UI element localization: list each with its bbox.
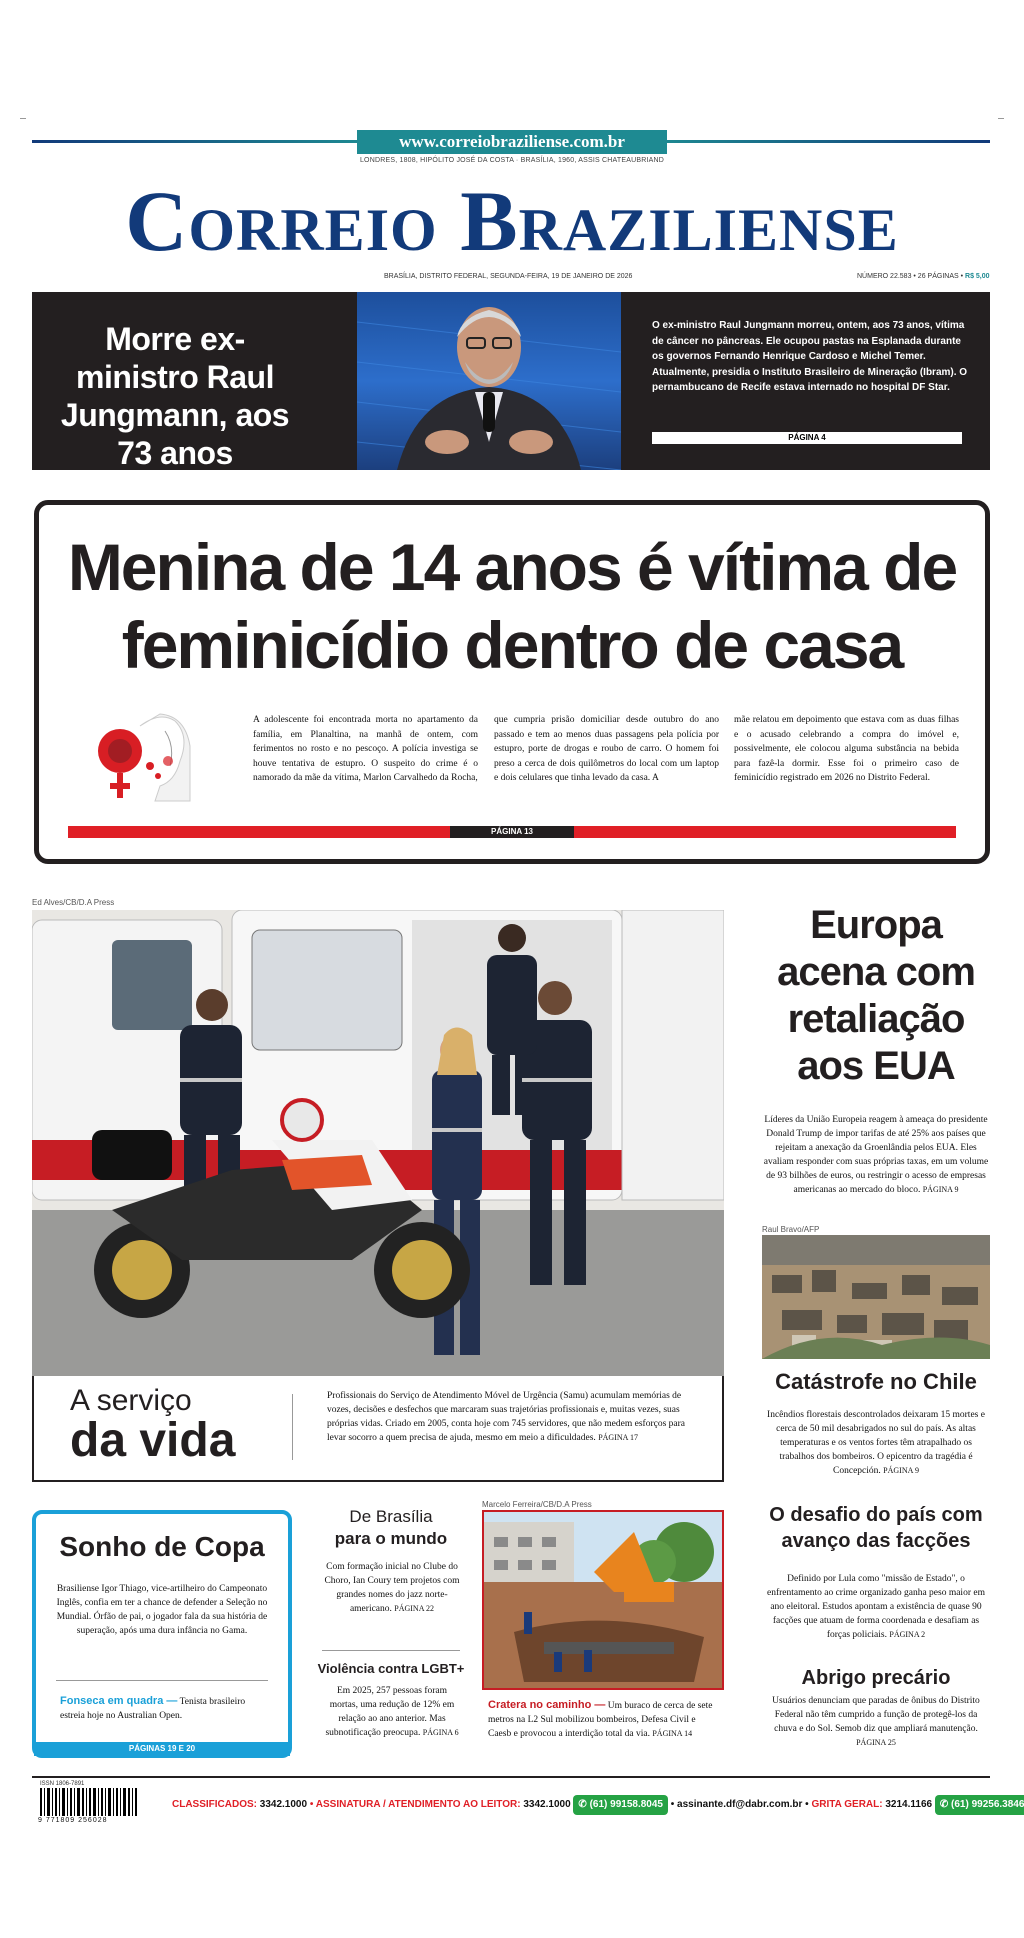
footer-rule <box>32 1776 990 1778</box>
mundo-kicker: De Brasília <box>349 1507 433 1526</box>
samu-photo <box>32 910 724 1376</box>
cratera-photo <box>482 1510 724 1690</box>
whatsapp-badge-2[interactable]: ✆ (61) 99256.3846 <box>935 1795 1024 1815</box>
whatsapp-badge-1[interactable]: ✆ (61) 99158.8045 <box>573 1795 668 1815</box>
copa-headline[interactable]: Sonho de Copa <box>59 1531 265 1562</box>
crop-mark <box>20 118 26 119</box>
masthead-founders: LONDRES, 1808, HIPÓLITO JOSÉ DA COSTA · BRASÍLIA, 1960, ASSIS CHATEAUBRIAND <box>359 157 665 164</box>
top-story-body: O ex-ministro Raul Jungmann morreu, ontem, aos 73 anos, vítima de câncer no pâncreas. Ele ocupou pastas na Esplanada durante os governos Fernando Henrique Cardoso e Michel Temer. Atualmente, presidia o Instituto Brasileiro de Mineração (Ibram). O pernambucano de Recife estava internado no hospital DF Star. <box>652 320 968 393</box>
europa-body: Líderes da União Europeia reagem à ameaça do presidente Donald Trump de impor tarifas de até 25% aos países que rejeitam a anexação da Groenlândia pelos EUA. Eles avaliam responder com suas próprias taxas, em um volume de 93 bilhões de euros, ou restringir o acesso de empresas americanas ao mercado do bloco. PÁGINA 9 <box>763 1115 989 1195</box>
feminicide-icon <box>80 706 196 802</box>
lead-body-col2: que cumpria prisão domiciliar desde outubro do ano passado e tem ao menos duas passagens pela polícia por estupro, porte de drogas e roubo de carro. O homem foi preso a cerca de dois quilômetros do local com um laptop e dois celulares que tinha levado da casa. A <box>494 715 719 783</box>
mundo-headline[interactable]: para o mundo <box>334 1529 448 1548</box>
dateline: BRASÍLIA, DISTRITO FEDERAL, SEGUNDA-FEIRA, 19 DE JANEIRO DE 2026 <box>384 273 633 280</box>
samu-title-line2[interactable]: da vida <box>70 1414 236 1467</box>
jungmann-photo <box>357 292 621 470</box>
edition-info: NÚMERO 22.583 • 26 PÁGINAS • R$ 5,00 <box>857 273 990 280</box>
lgbt-body: Em 2025, 257 pessoas foram mortas, uma redução de 12% em relação ao ano anterior. Mas subnotificação preocupa. PÁGINA 6 <box>325 1686 459 1738</box>
samu-body: Profissionais do Serviço de Atendimento Móvel de Urgência (Samu) acumulam memórias de vozes, decisões e desfechos que marcaram suas trajetórias profissionais e, muitas vezes, suas próprias vidas. Criado em 2005, conta hoje com 745 servidores, que não medem esforços para levar socorro a quem precisa de ajuda, mesmo em meio a dificuldades. PÁGINA 17 <box>327 1391 685 1443</box>
cratera-photo-credit: Marcelo Ferreira/CB/D.A Press <box>482 1500 592 1509</box>
cratera-illustration <box>484 1512 724 1690</box>
cratera-body: Cratera no caminho — Um buraco de cerca de sete metros na L2 Sul mobilizou bombeiros, Defesa Civil e Caesb e provocou a interdição total da via. PÁGINA 14 <box>488 1699 713 1739</box>
website-url[interactable]: www.correiobraziliense.com.br <box>357 130 667 154</box>
samu-team-illustration <box>32 910 724 1376</box>
barcode <box>38 1788 138 1816</box>
samu-divider <box>292 1394 293 1460</box>
copa-kicker: Fonseca em quadra — Tenista brasileiro estreia hoje no Australian Open. <box>60 1695 246 1721</box>
lgbt-headline[interactable]: Violência contra LGBT+ <box>317 1661 465 1676</box>
lead-body-col1: A adolescente foi encontrada morta no apartamento da família, em Planaltina, na manhã de ontem, com ferimentos no rosto e no pescoço. A polícia investiga se houve tentativa de estupro. O suspeito do crime é o namorado da mãe da vítima, Marlon Carvalhedo da Rocha, <box>253 715 478 783</box>
footer-contacts: CLASSIFICADOS: 3342.1000 • ASSINATURA / ATENDIMENTO AO LEITOR: 3342.1000 ✆ (61) 99158.8045 • assinante.df@dabr.com.br • GRITA GERAL: 3214.1166 ✆ (61) 99256.3846 <box>172 1795 992 1815</box>
newspaper-nameplate: Correio Braziliense <box>125 173 899 269</box>
copa-page-ref[interactable]: PÁGINAS 19 E 20 <box>34 1742 290 1756</box>
chile-fire-illustration <box>762 1235 990 1359</box>
abrigo-headline[interactable]: Abrigo precário <box>801 1667 951 1689</box>
lead-body-col3: mãe relatou em depoimento que estava com as duas filhas e o acusado celebrando a compra do imóvel e, possivelmente, ele colocou alguma substância na bebida para fazê-la dormir. Esse foi o primeiro caso de feminicídio registrado em 2026 no Distrito Federal. <box>734 715 959 783</box>
abrigo-body: Usuários denunciam que paradas de ônibus do Distrito Federal não têm cumprido a função de protegê-los da chuva e do Sol. Semob diz que ampliará manutenção. PÁGINA 25 <box>772 1696 980 1747</box>
top-story-page-ref[interactable]: PÁGINA 4 <box>652 432 962 444</box>
mundo-divider <box>322 1650 460 1651</box>
top-story-headline[interactable]: Morre ex-ministro Raul Jungmann, aos 73 anos <box>60 321 290 471</box>
chile-fire-photo <box>762 1235 990 1359</box>
assinatura-phone[interactable]: 3342.1000 <box>523 1799 571 1810</box>
grita-phone[interactable]: 3214.1166 <box>885 1799 933 1810</box>
jungmann-portrait-illustration <box>357 292 621 470</box>
lead-page-ref[interactable]: PÁGINA 13 <box>450 826 574 838</box>
copa-divider <box>56 1680 268 1681</box>
europa-headline[interactable]: Europa acena com retaliação aos EUA <box>777 903 975 1088</box>
samu-title-line1: A serviço <box>70 1384 192 1417</box>
chile-headline[interactable]: Catástrofe no Chile <box>775 1369 977 1394</box>
copa-body: Brasiliense Igor Thiago, vice-artilheiro do Campeonato Inglês, confia em ter a chance de defender a Seleção no Mundial. Órfão de pai, o jogador fala da sua história de superação, após uma dura infância no Gama. <box>56 1584 268 1636</box>
barcode-number: 9 771809 256028 <box>38 1817 108 1824</box>
samu-photo-credit: Ed Alves/CB/D.A Press <box>32 898 115 907</box>
faccoes-headline[interactable]: O desafio do país com avanço das facções <box>769 1504 983 1552</box>
chile-body: Incêndios florestais descontrolados deixaram 15 mortes e cerca de 50 mil desabrigados no sul do país. As altas temperaturas e os ventos fortes têm atrapalhado os trabalhos dos bombeiros. O epicentro da tragédia é Concepción. PÁGINA 9 <box>767 1410 985 1476</box>
chile-photo-credit: Raul Bravo/AFP <box>762 1225 820 1234</box>
classificados-phone[interactable]: 3342.1000 <box>259 1799 308 1810</box>
crop-mark <box>998 118 1004 119</box>
mundo-body: Com formação inicial no Clube do Choro, Ian Coury tem projetos com grandes nomes do jazz norte-americano. PÁGINA 22 <box>324 1562 460 1614</box>
issn: ISSN 1806-7891 <box>40 1781 85 1787</box>
assinante-email[interactable]: • assinante.df@dabr.com.br • <box>670 1799 809 1810</box>
lead-headline[interactable]: Menina de 14 anos é vítima de feminicídio dentro de casa <box>67 530 957 682</box>
faccoes-body: Definido por Lula como "missão de Estado", o enfrentamento ao crime organizado ganha peso maior em ano eleitoral. Estudos apontam a existência de quase 90 facções que atuam de forma coordenada e desafiam as forças policiais. PÁGINA 2 <box>767 1574 985 1640</box>
